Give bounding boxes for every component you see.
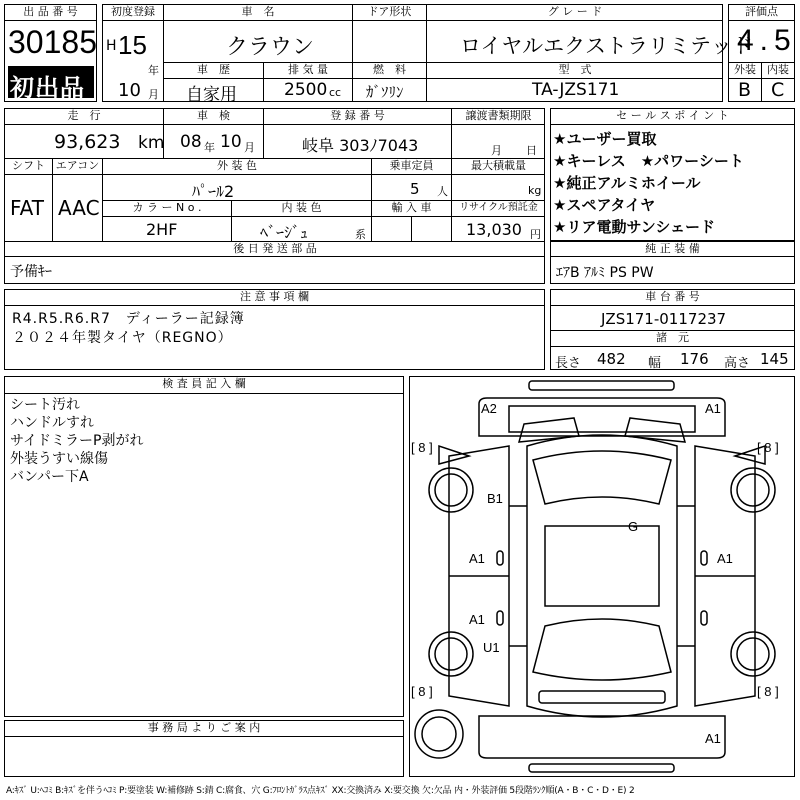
inspector-label: 検 査 員 記 入 欄 bbox=[162, 377, 246, 390]
color-no-label: カ ラ ー N o . bbox=[132, 201, 202, 214]
inspection-label: 車 検 bbox=[197, 109, 230, 122]
sales-point-3: ★純正アルミホイール bbox=[553, 174, 701, 192]
sales-point-1: ★ユーザー買取 bbox=[553, 130, 657, 148]
sales-point-2: ★キーレス ★パワーシート bbox=[553, 152, 744, 170]
car-diagram bbox=[409, 376, 795, 777]
notes-line-1: R4.R5.R6.R7 ディーラー記録簿 bbox=[12, 311, 245, 327]
ext-color-label: 外 装 色 bbox=[217, 159, 257, 172]
ext-color: ﾊﾟｰﾙ2 bbox=[192, 182, 235, 201]
transfer-day-unit: 日 bbox=[526, 144, 537, 157]
inspection-year-unit: 年 bbox=[204, 141, 215, 154]
capacity-label: 乗車定員 bbox=[389, 159, 434, 172]
history: 自家用 bbox=[186, 85, 237, 105]
first-reg-month-unit: 月 bbox=[148, 88, 159, 101]
model-code: TA-JZS171 bbox=[532, 80, 620, 100]
color-no: 2HF bbox=[146, 220, 178, 239]
load-unit: kg bbox=[528, 184, 542, 197]
displacement: 2500 bbox=[284, 80, 328, 100]
int-color-label: 内 装 色 bbox=[281, 201, 322, 214]
chassis-number: JZS171-0117237 bbox=[601, 310, 727, 328]
inspection-month-unit: 月 bbox=[244, 141, 255, 154]
score-label: 評価点 bbox=[745, 5, 778, 18]
notes-line-2: ２０２４年製タイヤ（REGNO） bbox=[12, 330, 233, 346]
dimensions-label: 諸 元 bbox=[656, 331, 689, 344]
lot-number: 30185 bbox=[8, 24, 97, 60]
displacement-label: 排 気 量 bbox=[288, 63, 328, 76]
width-label: 幅 bbox=[648, 356, 662, 371]
tire-tread-front-right: [ 8 ] bbox=[757, 440, 779, 455]
legend: A:ｷｽﾞ U:ﾍｺﾐ B:ｷｽﾞを伴うﾍｺﾐ P:要塗装 W:補修跡 S:錆 C:腐食、穴 G:ﾌﾛﾝﾄｶﾞﾗｽ点ｷｽﾞ XX:交換済み X:要交換 欠:欠品 内・外装評価 5段階ﾗﾝｸ順(A・B・C・D・E) 2 bbox=[6, 786, 635, 796]
displacement-unit: cc bbox=[329, 86, 342, 99]
inspector-line-1: シート汚れ bbox=[10, 397, 80, 413]
aircon: AAC bbox=[58, 196, 100, 220]
office-label: 事 務 局 よ り ご 案 内 bbox=[147, 721, 261, 734]
lot-number-label: 出 品 番 号 bbox=[23, 5, 78, 18]
transfer-label: 譲渡書類期限 bbox=[465, 109, 532, 122]
exterior-grade-label: 外装 bbox=[734, 63, 756, 76]
height: 145 bbox=[760, 350, 789, 368]
damage-mark-a1-left-rear-door: A1 bbox=[469, 612, 485, 627]
transfer-month-unit: 月 bbox=[491, 144, 502, 157]
sales-point-4: ★スペアタイヤ bbox=[553, 196, 656, 214]
fuel: ｶﾞｿﾘﾝ bbox=[366, 83, 404, 101]
inspection-month: 10 bbox=[220, 132, 242, 152]
interior-grade-label: 内装 bbox=[767, 63, 789, 76]
sales-points-label: セ ー ル ス ポ イ ン ト bbox=[616, 109, 729, 122]
model-code-label: 型 式 bbox=[558, 63, 592, 76]
first-reg-month: 10 bbox=[118, 80, 141, 101]
score: 4.5 bbox=[737, 24, 797, 57]
damage-mark-b1-left: B1 bbox=[487, 491, 503, 506]
aircon-label: エアコン bbox=[55, 159, 100, 172]
inspector-line-3: サイドミラーP剥がれ bbox=[10, 433, 144, 449]
tire-tread-rear-right: [ 8 ] bbox=[757, 684, 779, 699]
notes-label: 注 意 事 項 欄 bbox=[240, 290, 309, 303]
damage-mark-a1-rear: A1 bbox=[705, 731, 721, 746]
grade-label: グ レ ー ド bbox=[547, 5, 603, 18]
load-label: 最大積載量 bbox=[471, 159, 526, 172]
model-name: クラウン bbox=[226, 35, 315, 60]
model-name-label: 車 名 bbox=[241, 5, 275, 18]
chassis-label: 車 台 番 号 bbox=[645, 290, 700, 303]
damage-mark-a1-right-door: A1 bbox=[717, 551, 733, 566]
width: 176 bbox=[680, 350, 709, 368]
shift-label: シフト bbox=[12, 159, 45, 172]
plate: 岐阜 303ﾉ7043 bbox=[302, 136, 419, 155]
first-reg-label: 初度登録 bbox=[111, 5, 155, 18]
inspection-year: 08 bbox=[180, 132, 202, 152]
first-reg-year: 15 bbox=[118, 30, 147, 60]
mileage-unit: km bbox=[138, 133, 165, 153]
height-label: 高さ bbox=[724, 356, 751, 371]
damage-mark-u1-left: U1 bbox=[483, 640, 500, 655]
capacity: 5 bbox=[410, 180, 420, 198]
first-reg-year-unit: 年 bbox=[148, 64, 159, 77]
grade: ロイヤルエクストラリミテッド bbox=[460, 34, 753, 58]
fuel-label: 燃 料 bbox=[373, 63, 406, 76]
tire-tread-rear-left: [ 8 ] bbox=[411, 684, 433, 699]
damage-mark-a1-left-front-door: A1 bbox=[469, 551, 485, 566]
int-color: ﾍﾞｰｼﾞｭ bbox=[260, 223, 309, 242]
deferred-label: 後 日 発 送 部 品 bbox=[233, 242, 317, 255]
shift: FAT bbox=[10, 196, 45, 220]
recycle-unit: 円 bbox=[530, 228, 541, 241]
damage-mark-a1-front-right: A1 bbox=[705, 401, 721, 416]
exterior-grade: B bbox=[738, 79, 752, 101]
inspector-line-5: バンパー下A bbox=[10, 469, 89, 485]
damage-mark-a2-front-left: A2 bbox=[481, 401, 497, 416]
inspector-line-4: 外装うすい線傷 bbox=[10, 451, 108, 467]
interior-grade: C bbox=[771, 79, 785, 101]
door-label: ドア形状 bbox=[367, 5, 412, 18]
length: 482 bbox=[597, 350, 626, 368]
tire-tread-front-left: [ 8 ] bbox=[411, 440, 433, 455]
mileage-label: 走 行 bbox=[67, 109, 101, 122]
damage-mark-g-windshield: G bbox=[628, 519, 639, 534]
inspector-line-2: ハンドルすれ bbox=[10, 415, 94, 431]
first-listing-badge-text: 初出品 bbox=[10, 74, 85, 102]
history-label: 車 歴 bbox=[197, 63, 230, 76]
equipment: ｴｱB ｱﾙﾐ PS PW bbox=[556, 265, 654, 281]
recycle-label: リサイクル預託金 bbox=[459, 202, 538, 213]
sales-point-5: ★リア電動サンシェード bbox=[553, 218, 716, 236]
first-reg-era: H bbox=[106, 38, 117, 54]
recycle: 13,030 bbox=[466, 220, 522, 239]
plate-label: 登 録 番 号 bbox=[330, 109, 385, 122]
equipment-label: 純 正 装 備 bbox=[645, 242, 700, 255]
import-label: 輸 入 車 bbox=[391, 201, 432, 214]
mileage: 93,623 bbox=[54, 131, 121, 153]
length-label: 長さ bbox=[555, 356, 582, 371]
int-color-unit: 系 bbox=[355, 228, 366, 241]
deferred-parts: 予備ｷｰ bbox=[10, 264, 52, 280]
capacity-unit: 人 bbox=[437, 185, 448, 198]
